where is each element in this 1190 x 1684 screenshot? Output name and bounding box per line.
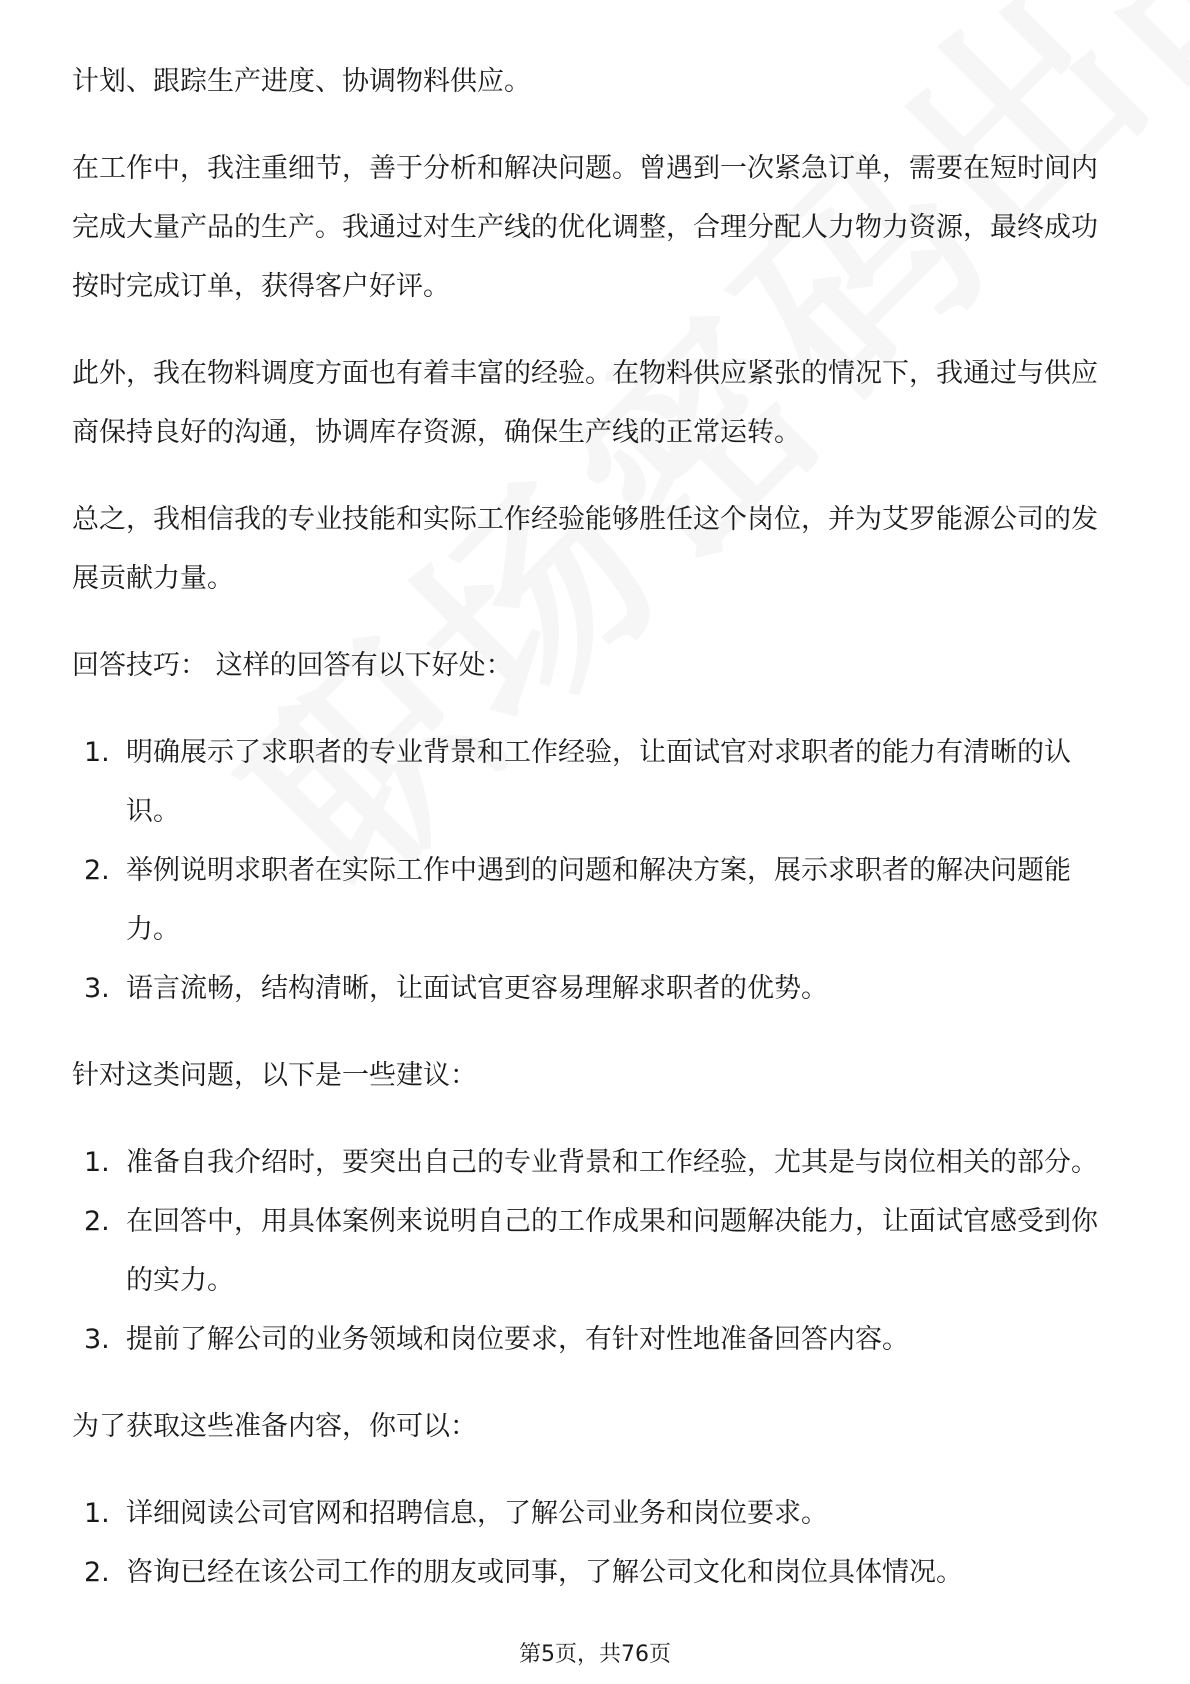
paragraph-intro-continuation: 计划、跟踪生产进度、协调物料供应。 [72,66,531,97]
list-item-text: 明确展示了求职者的专业背景和工作经验，让面试官对求职者的能力有清晰的认识。 [126,737,1071,827]
list-item [72,959,1122,1018]
list-number: 1. [84,737,110,768]
list-item-text: 举例说明求职者在实际工作中遇到的问题和解决方案，展示求职者的解决问题能力。 [126,855,1071,945]
list-number: 1. [84,1498,110,1529]
list-item-text: 准备自我介绍时，要突出自己的专业背景和工作经验，尤其是与岗位相关的部分。 [126,1147,1098,1178]
list-item-text: 提前了解公司的业务领域和岗位要求，有针对性地准备回答内容。 [126,1324,909,1355]
paragraph-work-experience: 在工作中，我注重细节，善于分析和解决问题。曾遇到一次紧急订单，需要在短时间内完成大量产品的生产。我通过对生产线的优化调整，合理分配人力物力资源，最终成功按时完成订单，获得客户好评。 [72,153,1098,302]
list-number: 3. [84,1324,110,1355]
list-item [72,1310,1122,1369]
list-item-text: 详细阅读公司官网和招聘信息，了解公司业务和岗位要求。 [126,1498,828,1529]
list-number: 1. [84,1147,110,1178]
list-item-text: 在回答中，用具体案例来说明自己的工作成果和问题解决能力，让面试官感受到你的实力。 [126,1206,1098,1296]
list-item [72,841,1122,959]
prep-heading: 为了获取这些准备内容，你可以： [72,1411,477,1442]
list-number: 2. [84,1557,110,1588]
list-number: 3. [84,973,110,1004]
list-item-text: 咨询已经在该公司工作的朋友或同事，了解公司文化和岗位具体情况。 [126,1557,963,1588]
paragraph-material-scheduling: 此外，我在物料调度方面也有着丰富的经验。在物料供应紧张的情况下，我通过与供应商保持良好的沟通，协调库存资源，确保生产线的正常运转。 [72,358,1098,448]
document-body [72,52,1122,1630]
list-item [72,1133,1122,1192]
list-item [72,1192,1122,1310]
list-number: 2. [84,1206,110,1237]
paragraph-conclusion: 总之，我相信我的专业技能和实际工作经验能够胜任这个岗位，并为艾罗能源公司的发展贡献力量。 [72,504,1098,594]
tips-heading: 回答技巧： 这样的回答有以下好处： [72,650,513,681]
advice-list [72,1133,1122,1369]
prep-list [72,1484,1122,1602]
list-item-text: 语言流畅，结构清晰，让面试官更容易理解求职者的优势。 [126,973,828,1004]
list-number: 2. [84,855,110,886]
page-footer [0,1640,1190,1670]
page-number: 第5页，共76页 [519,1642,671,1667]
list-item [72,1543,1122,1602]
tips-list [72,723,1122,1018]
advice-heading: 针对这类问题，以下是一些建议： [72,1060,477,1091]
list-item [72,1484,1122,1543]
list-item [72,723,1122,841]
